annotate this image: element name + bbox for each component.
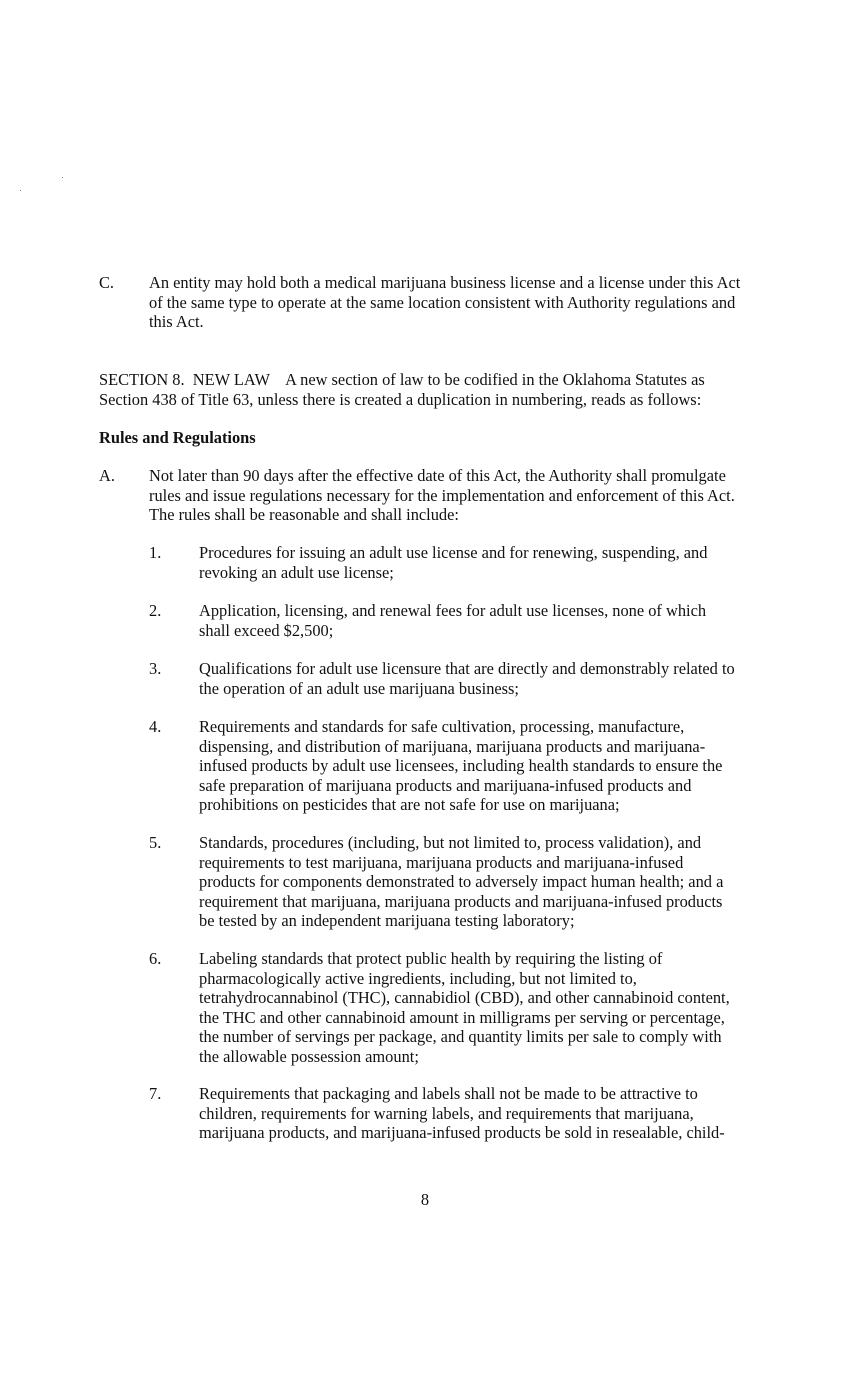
scan-speck	[62, 177, 63, 178]
clause-a-text: Not later than 90 days after the effective date of this Act, the Authority shall promulgate rules and issue regulations necessary for the implementation and enforcement of this Act. The rules shall be reasonable and shall include:	[149, 466, 735, 525]
section-heading: Rules and Regulations	[99, 428, 256, 447]
clause-c-text: An entity may hold both a medical marijuana business license and a license under this Act of the same type to operate at the same location consistent with Authority regulations and this Act.	[149, 273, 741, 332]
list-item-marker: 1.	[149, 543, 162, 562]
list-item-text: Labeling standards that protect public health by requiring the listing of pharmacologically active ingredients, including, but not limited to, tetrahydrocannabinol (THC), cannabidiol (CBD), and other cannabinoid content, the THC and other cannabinoid amount in milligrams per serving or percentage, the number of servings per package, and quantity limits per sale to comply with the allowable possession amount;	[199, 949, 730, 1066]
list-item-marker: 2.	[149, 601, 162, 620]
list-item-text: Requirements and standards for safe cultivation, processing, manufacture, dispensing, and distribution of marijuana, marijuana products and marijuana-infused products by adult use licensees, including health standards to ensure the safe preparation of marijuana products and marijuana-infused products and prohibitions on pesticides that are not safe for use on marijuana;	[199, 717, 723, 815]
list-item-marker: 5.	[149, 833, 162, 852]
list-item-text: Standards, procedures (including, but not limited to, process validation), and requirements to test marijuana, marijuana products and marijuana-infused products for components demonstrated to adversely impact human health; and a requirement that marijuana, marijuana products and marijuana-infused products be tested by an independent marijuana testing laboratory;	[199, 833, 724, 931]
section-8-text: SECTION 8. NEW LAW A new section of law to be codified in the Oklahoma Statutes as Section 438 of Title 63, unless there is created a duplication in numbering, reads as follows:	[99, 370, 709, 409]
list-item-text: Procedures for issuing an adult use license and for renewing, suspending, and revoking an adult use license;	[199, 543, 708, 582]
clause-a-marker: A.	[99, 466, 115, 485]
list-item-text: Application, licensing, and renewal fees for adult use licenses, none of which shall exceed $2,500;	[199, 601, 707, 640]
list-item-text: Qualifications for adult use licensure that are directly and demonstrably related to the operation of an adult use marijuana business;	[199, 659, 735, 698]
list-item-marker: 4.	[149, 717, 162, 736]
list-item-marker: 6.	[149, 949, 162, 968]
page-number: 8	[420, 1190, 430, 1209]
clause-c-marker: C.	[99, 273, 115, 292]
scan-speck	[20, 190, 21, 191]
list-item-marker: 3.	[149, 659, 162, 678]
list-item-text: Requirements that packaging and labels shall not be made to be attractive to children, requirements for warning labels, and requirements that marijuana, marijuana products, and marijuana-infused products be sold in resealable, child-	[199, 1084, 725, 1143]
list-item-marker: 7.	[149, 1084, 162, 1103]
